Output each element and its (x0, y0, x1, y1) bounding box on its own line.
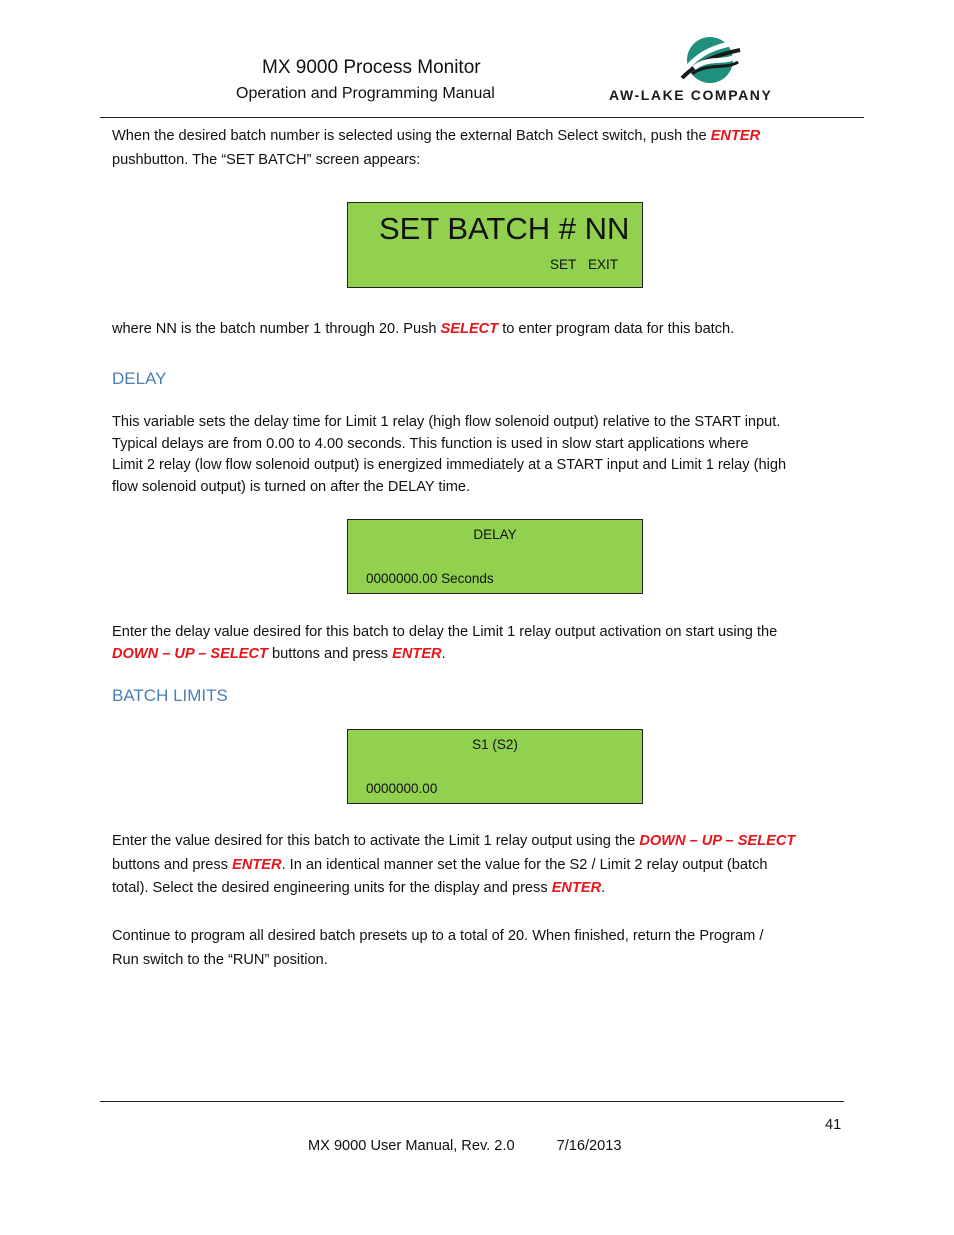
delay-enter-paragraph (112, 622, 847, 665)
lcd-set-batch-screen (347, 202, 643, 288)
select-text-b: to enter program data for this batch. (502, 321, 735, 337)
lcd-delay-label: DELAY (473, 527, 517, 542)
delay-line-3: Limit 2 relay (low flow solenoid output) is energized immediately at a START input and Limit 1 relay (high (112, 457, 787, 473)
lcd-batch-limits-screen (347, 729, 643, 804)
delay-heading: DELAY (112, 369, 167, 388)
lcd-softkey-exit: EXIT (588, 257, 619, 272)
batch-limits-heading: BATCH LIMITS (112, 686, 228, 705)
delay-enter-text-a: Enter the delay value desired for this batch to delay the Limit 1 relay output activation on start using the (112, 624, 778, 640)
delay-line-1: This variable sets the delay time for Limit 1 relay (high flow solenoid output) relative to the START input. (112, 414, 781, 430)
intro-text-b: pushbutton. The “SET BATCH” screen appears: (112, 151, 421, 168)
select-text-a: where NN is the batch number 1 through 20. Push (112, 321, 437, 337)
limits-enter-keyword-2: ENTER (551, 880, 602, 896)
header-divider (100, 117, 864, 118)
lcd-delay-value: 0000000.00 Seconds (366, 571, 494, 586)
delay-paragraph (112, 412, 847, 498)
limits-text-b: buttons and press (112, 856, 229, 873)
lcd-delay-screen (347, 519, 643, 594)
delay-line-2: Typical delays are from 0.00 to 4.00 seconds. This function is used in slow start applications where (112, 435, 749, 452)
header-subtitle: Operation and Programming Manual (236, 85, 495, 102)
select-keyword: SELECT (440, 321, 499, 337)
lcd-set-batch-title: SET BATCH # NN (379, 211, 630, 246)
enter-keyword: ENTER (710, 128, 761, 144)
delay-enter-period: . (441, 645, 446, 662)
footer-text (308, 1138, 622, 1154)
limits-enter-keyword: ENTER (232, 856, 282, 873)
lcd-softkey-set: SET (550, 257, 577, 272)
intro-paragraph (112, 125, 847, 172)
delay-line-4: flow solenoid output) is turned on after the DELAY time. (112, 478, 471, 495)
limits-period: . (601, 880, 606, 896)
delay-button-keywords: DOWN – UP – SELECT (112, 645, 268, 662)
continue-line-2: Run switch to the “RUN” position. (112, 951, 328, 968)
footer-manual: MX 9000 User Manual, Rev. 2.0 (308, 1138, 515, 1154)
lcd-limits-value: 0000000.00 (366, 781, 438, 796)
header-title: MX 9000 Process Monitor (262, 57, 481, 78)
batch-limits-paragraph (112, 830, 847, 901)
continue-line-1: Continue to program all desired batch presets up to a total of 20. When finished, return the Program / (112, 928, 764, 944)
page-number: 41 (825, 1117, 842, 1133)
limits-text-c: . In an identical manner set the value for the S2 / Limit 2 relay output (batch (281, 856, 768, 873)
limits-button-keywords: DOWN – UP – SELECT (639, 833, 796, 849)
intro-text-a: When the desired batch number is selected using the external Batch Select switch, push the (112, 128, 707, 144)
delay-enter-keyword: ENTER (392, 645, 442, 662)
delay-enter-text-b: buttons and press (272, 645, 389, 662)
footer-divider (100, 1101, 844, 1102)
continue-paragraph (112, 925, 847, 972)
logo-text: AW-LAKE COMPANY (609, 87, 773, 103)
select-paragraph (112, 318, 847, 342)
lcd-limits-label: S1 (S2) (472, 737, 518, 752)
limits-text-a: Enter the value desired for this batch to activate the Limit 1 relay output using the (112, 833, 636, 849)
limits-text-d: total). Select the desired engineering units for the display and press (112, 880, 548, 896)
footer-date: 7/16/2013 (556, 1138, 622, 1154)
